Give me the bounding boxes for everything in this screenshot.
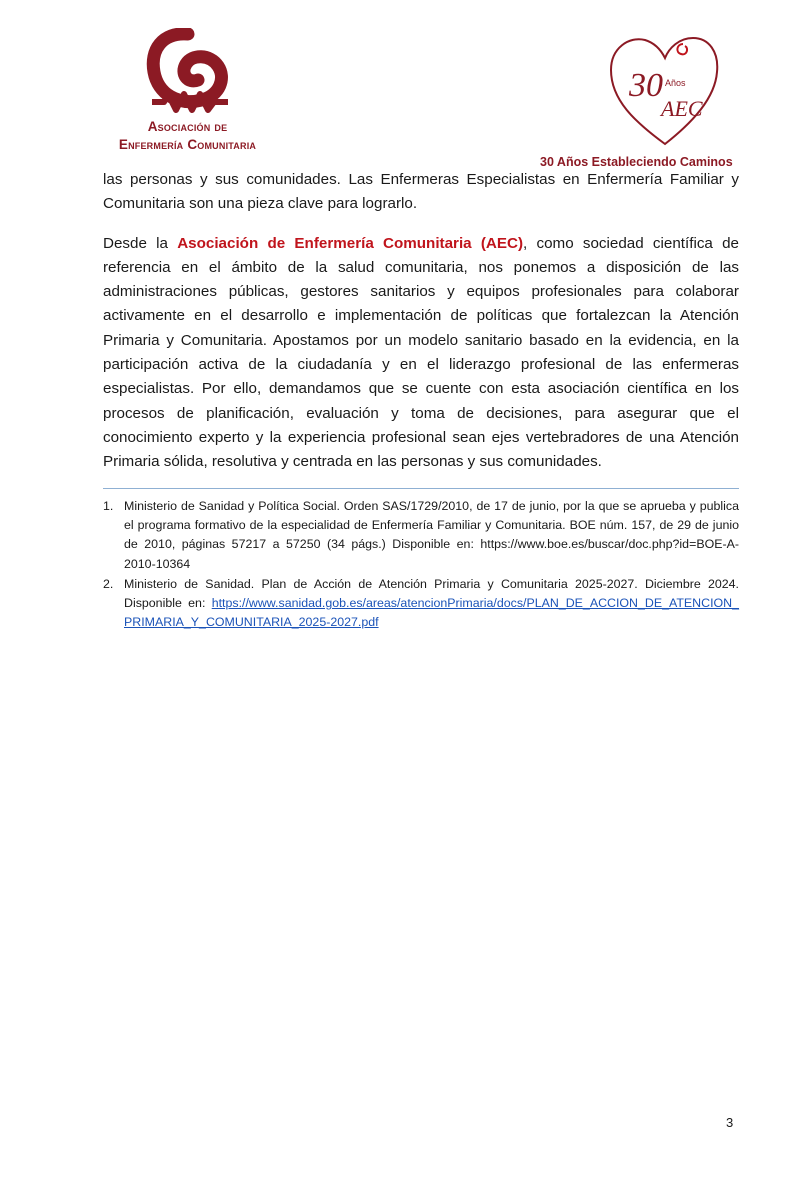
org-name-line1: Asociación de — [147, 119, 228, 134]
svg-text:Años: Años — [665, 78, 686, 88]
reference-number: 2. — [103, 576, 114, 591]
footnote-divider — [103, 488, 739, 489]
reference-text: Ministerio de Sanidad. Plan de Acción de Atención Primaria y Comunitaria 2025-2027. Diciembre 2024. Disponible en: — [124, 576, 739, 611]
svg-text:AEC: AEC — [661, 96, 703, 121]
reference-item — [103, 575, 739, 633]
aec-highlight: Asociación de Enfermería Comunitaria (AEC) — [177, 234, 524, 252]
reference-text: Ministerio de Sanidad y Política Social. Orden SAS/1729/2010, de 17 de junio, por la que se aprueba y publica el programa formativo de la especialidad de Enfermería Familiar y Comunitaria. BOE núm. 157, de 29 de junio de 2010, páginas 57217 a 57250 (34 págs.) Disponible en: https://www.boe.es/buscar/doc.php?id=BOE-A-2010-10364 — [124, 499, 739, 571]
reference-list — [103, 497, 739, 633]
paragraph-2-start: Desde la — [103, 234, 178, 252]
page-number: 3 — [726, 1115, 734, 1130]
body-content — [103, 168, 739, 490]
paragraph-1: las personas y sus comunidades. Las Enfermeras Especialistas en Enfermería Familiar y Comunitaria son una pieza clave para lograrlo. — [103, 171, 739, 213]
reference-link[interactable]: https://www.sanidad.gob.es/areas/atencionPrimaria/docs/PLAN_DE_ACCION_DE_ATENCION_PRIMARIA_Y_COMUNITARIA_2025-2027.pdf — [124, 596, 739, 630]
paragraph-2 — [103, 232, 739, 475]
reference-item — [103, 497, 739, 574]
paragraph-2-rest: , como sociedad científica de referencia en el ámbito de la salud comunitaria, nos ponemos a disposición de las administraciones públicas, gestores sanitarios y equipos profesionales para colaborar activamente en el desarrollo e implementación de políticas que fortalezcan la Atención Primaria y Comunitaria. Apostamos por un modelo sanitario basado en la evidencia, en la participación activa de la ciudadanía y en el liderazgo profesional de las enfermeras especialistas. Por ello, demandamos que se cuente con esta asociación científica en los procesos de planificación, evaluación y toma de decisiones, para asegurar que el conocimiento experto y la experiencia profesional sean ejes vertebradores de una Atención Primaria sólida, resolutiva y centrada en las personas y sus comunidades. — [103, 234, 739, 471]
aec-spiral-icon — [142, 28, 234, 116]
anniversary-logo — [605, 26, 725, 151]
reference-number: 1. — [103, 499, 114, 513]
svg-text:30: 30 — [629, 67, 663, 104]
tagline: 30 Años Estableciendo Caminos — [540, 155, 733, 169]
org-name-line2: Enfermería Comunitaria — [118, 137, 257, 152]
page-header — [0, 0, 806, 175]
aec-logo — [100, 28, 275, 163]
heart-badge-icon — [605, 26, 725, 151]
